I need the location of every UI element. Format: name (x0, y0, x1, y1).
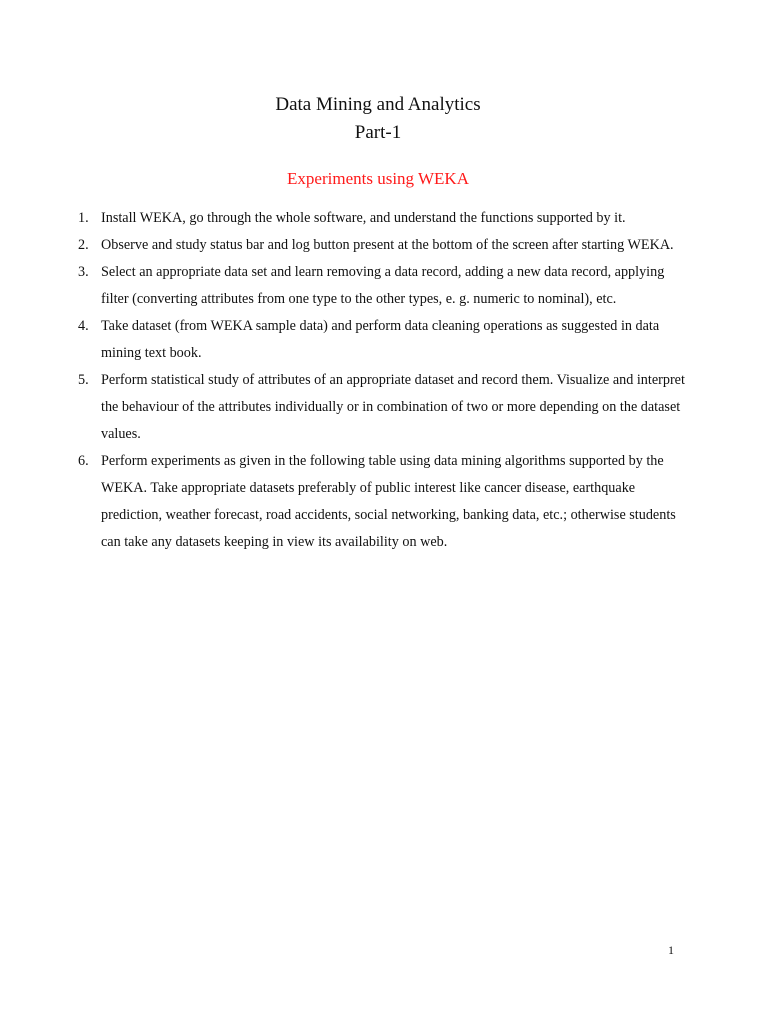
list-item-number: 6. (78, 453, 89, 469)
list-item-number: 4. (78, 318, 89, 334)
document-subtitle: Part-1 (354, 122, 402, 143)
list-item (0, 259, 686, 313)
list-item-number: 1. (78, 210, 89, 226)
experiment-list (0, 205, 768, 556)
list-item-number: 3. (78, 264, 89, 280)
document-title: Data Mining and Analytics (275, 94, 481, 115)
list-item-text: Select an appropriate data set and learn removing a data record, adding a new data record, applying filter (converting attributes from one type to the other types, e. g. numeric to nominal), etc. (101, 264, 665, 307)
list-item-text: Observe and study status bar and log button present at the bottom of the screen after starting WEKA. (101, 237, 674, 253)
list-item-text: Perform statistical study of attributes of an appropriate dataset and record them. Visualize and interpret the behaviour of the attributes individually or in combination of two or more depending on the dataset values. (101, 372, 685, 442)
list-item-text: Take dataset (from WEKA sample data) and perform data cleaning operations as suggested in data mining text book. (101, 318, 660, 361)
list-item-text: Install WEKA, go through the whole software, and understand the functions supported by it. (101, 210, 626, 226)
list-item (0, 232, 686, 259)
section-heading: Experiments using WEKA (287, 169, 469, 188)
list-item-text: Perform experiments as given in the following table using data mining algorithms supported by the WEKA. Take appropriate datasets preferably of public interest like cancer disease, earthquake prediction, weather forecast, road accidents, social networking, banking data, etc.; otherwise students can take any datasets keeping in view its availability on web. (101, 453, 676, 550)
list-item (0, 205, 686, 232)
list-item (0, 448, 686, 556)
list-item (0, 367, 686, 448)
page-number: 1 (668, 943, 674, 957)
list-item-number: 5. (78, 372, 89, 388)
list-item (0, 313, 686, 367)
list-item-number: 2. (78, 237, 89, 253)
